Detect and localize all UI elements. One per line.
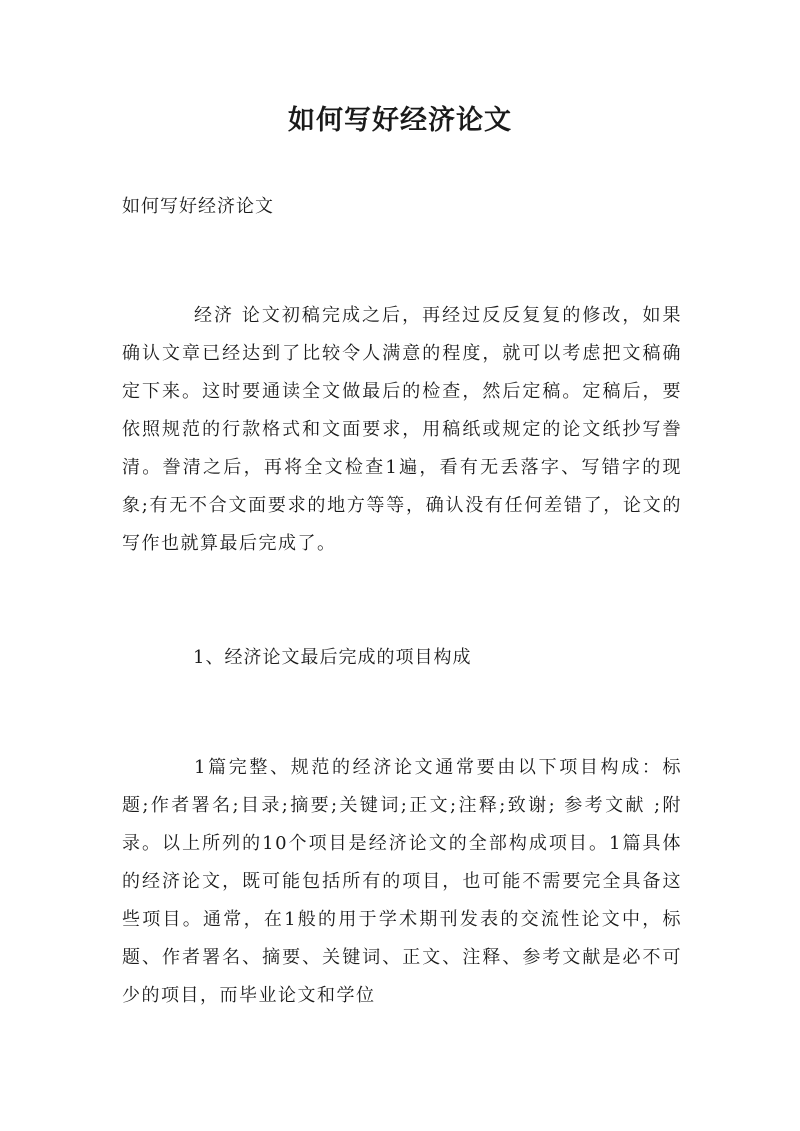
document-subtitle: 如何写好经济论文 <box>122 196 274 217</box>
paragraph-components: 1篇完整、规范的经济论文通常要由以下项目构成：标题;作者署名;目录;摘要;关键词;正文;注释;致谢; 参考文献 ;附录。以上所列的10个项目是经济论文的全部构成项目。1篇具体的经济论文，既可能包括所有的项目，也可能不需要完全具备这些项目。通常，在1般的用于学术期刊发表的交流性论文中，标题、作者署名、摘要、关键词、正文、注释、参考文献是必不可少的项目，而毕业论文和学位 <box>122 757 682 1006</box>
document-title: 如何写好经济论文 <box>288 105 512 136</box>
paragraph-finalizing: 经济 论文初稿完成之后，再经过反反复复的修改，如果确认文章已经达到了比较令人满意的程度，就可以考虑把文稿确定下来。这时要通读全文做最后的检查，然后定稿。定稿后，要依照规范的行款格式和文面要求，用稿纸或规定的论文纸抄写誊清。誊清之后，再将全文检查1遍，看有无丢落字、写错字的现象;有无不合文面要求的地方等等，确认没有任何差错了，论文的写作也就算最后完成了。 <box>122 305 682 554</box>
section-heading: 1、经济论文最后完成的项目构成 <box>193 647 472 668</box>
